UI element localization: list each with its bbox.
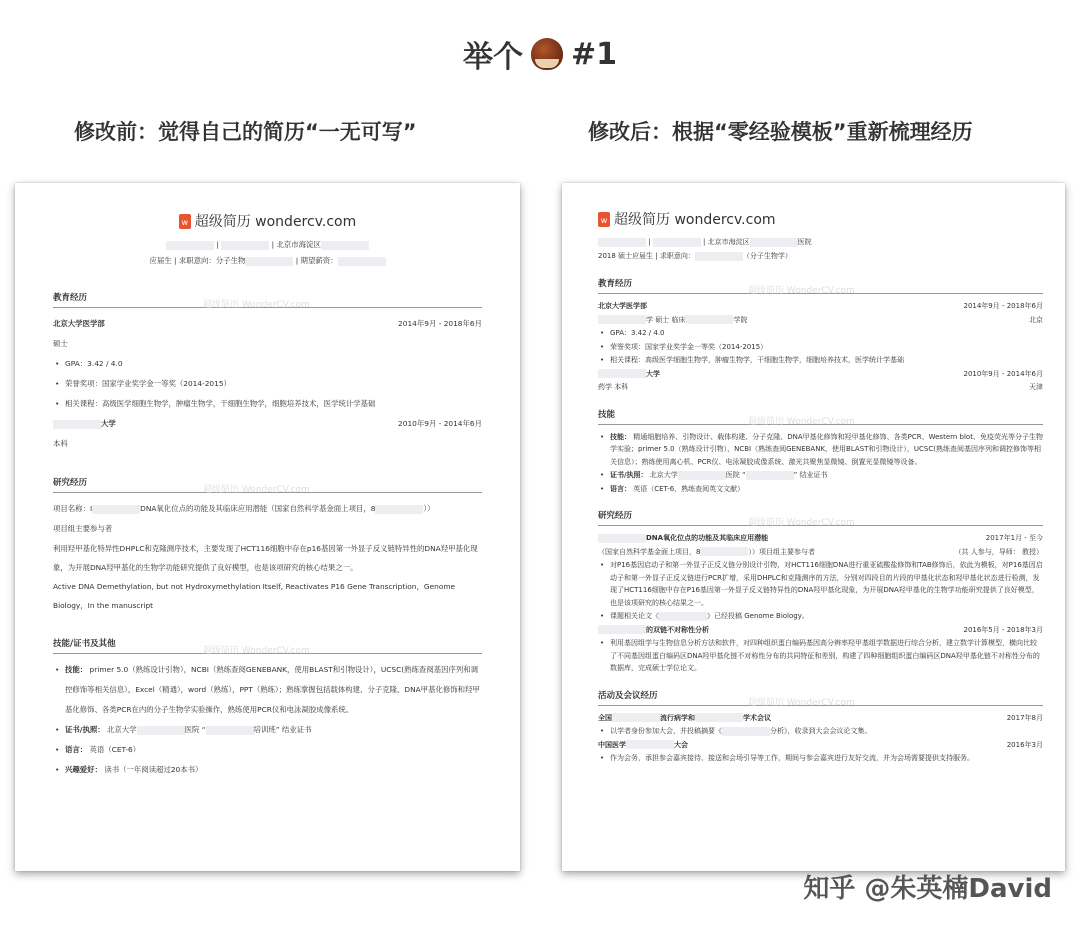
text-segment: |	[214, 240, 222, 249]
section-title	[598, 689, 1043, 706]
watermark: 超级简历 WonderCV.com	[203, 300, 310, 310]
entry-row	[598, 368, 1043, 381]
bullet-item	[598, 341, 1043, 354]
text-segment: 药学 本科	[598, 383, 629, 391]
redacted-block	[750, 238, 798, 247]
bullet-item	[598, 610, 1043, 623]
entry-title	[598, 314, 747, 327]
entry-row	[598, 546, 1043, 559]
text-line	[53, 434, 482, 454]
text-segment: primer 5.0（熟练设计引物），NCBI（熟练查阅GENEBANK，使用BLAST和引物设计），UCSC(熟练查阅基因序列和调控修饰等相关信息），Excel（精通），word（熟练），PPT（熟练）；熟练掌握包括载体构建、分子克隆、DNA甲基化修饰和羟甲基化修饰、各类PCR在内的分子生物学实验操作，熟练使用PCR仪和电泳凝胶成像系统。	[65, 665, 480, 714]
text-segment: 应届生 | 求职意向：分子生物	[149, 256, 246, 265]
redacted-block	[598, 369, 646, 378]
bullet-item	[598, 483, 1043, 496]
entry-title	[598, 532, 768, 545]
resume-section	[53, 637, 482, 780]
redacted-block	[746, 471, 794, 480]
redacted-block	[653, 238, 701, 247]
text-segment: 流行病学和	[660, 713, 695, 722]
section-title	[53, 476, 482, 493]
entry-row	[598, 532, 1043, 545]
text-segment: 荣誉奖项：国家学业奖学金一等奖（2014-2015）	[65, 379, 231, 388]
redacted-block	[598, 534, 646, 543]
header-line	[53, 237, 482, 253]
bullet-label: 证书/执照：	[65, 725, 105, 734]
bullet-item	[598, 559, 1043, 609]
redacted-block	[245, 257, 293, 266]
entry-right: 2017年1月 - 至今	[985, 534, 1043, 542]
entry-right: 2016年5月 - 2018年3月	[963, 625, 1043, 634]
header-line	[53, 253, 482, 269]
entry-title	[598, 300, 647, 313]
entry-row	[598, 739, 1043, 752]
section-title-text: 技能/证书及其他	[53, 639, 116, 649]
bullet-item	[598, 431, 1043, 469]
chestnut-icon	[531, 38, 563, 70]
entry-right: 北京	[1029, 315, 1043, 324]
bullet-item	[598, 469, 1043, 482]
text-line	[53, 334, 482, 354]
bullet-item	[598, 327, 1043, 340]
text-segment: 读书（一年阅读超过20本书）	[101, 765, 203, 774]
text-segment: 医院	[797, 238, 812, 246]
text-segment: ））项目组主要参与者	[748, 547, 815, 556]
text-segment: 分析》，收录到大会会议论文集。	[770, 727, 872, 735]
text-segment: ））	[423, 504, 435, 513]
text-segment: 2018 硕士应届生 | 求职意向：	[598, 252, 695, 260]
resume-section	[598, 689, 1043, 765]
text-segment: | 北京市海淀区	[700, 238, 750, 246]
entry-right: （共 人参与，导师： 教授）	[954, 547, 1043, 556]
section-title	[53, 637, 482, 654]
resume-before	[15, 183, 520, 871]
redacted-block	[678, 471, 726, 480]
redacted-block	[722, 727, 770, 736]
section-title	[53, 291, 482, 308]
bullet-item	[598, 354, 1043, 367]
text-segment: DNA氧化位点的功能及其临床应用潜能	[646, 534, 769, 542]
bullet-item	[598, 725, 1043, 738]
text-segment: 学院	[733, 315, 748, 324]
wondercv-logo-icon: w	[179, 214, 191, 229]
entry-title	[53, 414, 116, 434]
section-title-text: 研究经历	[53, 478, 88, 488]
text-segment: （分子生物学）	[742, 252, 792, 260]
watermark: 超级简历 WonderCV.com	[748, 416, 855, 427]
section-title-text: 技能	[598, 409, 616, 420]
watermark: 超级简历 WonderCV.com	[748, 697, 855, 708]
entry-title	[53, 314, 105, 334]
text-segment: 培训班” 结业证书	[253, 725, 312, 734]
text-segment: 大会	[674, 740, 688, 749]
text-line	[53, 539, 482, 577]
redacted-block	[375, 505, 423, 514]
text-segment: 医院 “	[184, 725, 206, 734]
entry-right: 2017年8月	[1006, 713, 1043, 722]
section-title	[598, 277, 1043, 294]
page-title	[0, 32, 1080, 76]
resume-logo	[598, 209, 1043, 229]
entry-row	[598, 624, 1043, 637]
title-prefix: 举个	[462, 40, 523, 75]
zhihu-watermark: 知乎 @朱英楠David	[803, 874, 1052, 904]
section-title-text: 教育经历	[598, 279, 633, 289]
redacted-block	[166, 241, 214, 250]
redacted-block	[598, 238, 646, 247]
bullet-label: 语言：	[65, 745, 88, 754]
entry-title	[598, 624, 709, 637]
text-segment: 精通细胞培养、引物设计、载体构建、分子克隆、DNA甲基化修饰和羟甲基化修饰、各类PCR、Western blot、免疫荧光等分子生物学实验；primer 5.0（熟练设计引物），NCBI（熟练查阅GENEBANK，使用BLAST和引物设计），UCSC(熟练查阅基因序列和调控修饰等相关信息）；熟练使用离心机、PCR仪、电泳凝胶成像系统、激光共聚焦显微镜、倒置光显微镜等设备。	[610, 432, 1043, 466]
text-segment: 北京大学医学部	[598, 302, 647, 310]
text-segment: 北京大学	[104, 725, 137, 734]
redacted-block	[137, 726, 185, 735]
entry-right: 2014年9月 - 2018年6月	[963, 302, 1043, 310]
text-segment: | 北京市海淀区	[269, 240, 321, 249]
entry-right: 天津	[1029, 383, 1043, 391]
redacted-block	[695, 252, 743, 261]
redacted-block	[206, 726, 254, 735]
text-segment: 学术会议	[743, 713, 771, 722]
text-segment: 项目名称：I	[53, 504, 93, 513]
watermark: 超级简历 WonderCV.com	[203, 646, 310, 656]
text-segment: 英语（CET-6）	[87, 745, 141, 754]
entry-right: 2016年3月	[1006, 740, 1043, 749]
redacted-block	[53, 420, 101, 429]
redacted-block	[626, 740, 674, 749]
before-heading: 修改前：觉得自己的简历“一无可写”	[74, 120, 417, 144]
bullet-item	[53, 720, 482, 740]
text-segment: 作为会务，承担参会嘉宾接待、接送和会场引导等工作，期间与参会嘉宾进行友好交流，并为会场需要提供支持服务。	[610, 754, 974, 762]
resume-section	[53, 476, 482, 615]
text-segment: 利用基因组学与生物信息分析方法和软件，对四种组织蛋白编码基因高分辨率羟甲基组学数据进行综合分析，建立数学计算模型，横向比较了不同基因组蛋白编码区DNA羟甲基化链不对称性分布的共同特征和差别，构建了四种细胞组织蛋白编码区DNA羟甲基化链不对称性分布的数据库，完成硕士学位论文。	[610, 639, 1040, 672]
text-segment: 医院 “	[725, 471, 746, 479]
header-line	[598, 249, 1043, 263]
text-segment: 相关课程：高级医学细胞生物学，肿瘤生物学，干细胞生物学，细胞培养技术，医学统计学基础	[65, 399, 376, 408]
watermark: 超级简历 WonderCV.com	[203, 485, 310, 495]
logo-text: 超级简历 wondercv.com	[194, 214, 357, 230]
text-segment: |	[646, 238, 653, 246]
text-line	[53, 519, 482, 539]
entry-title	[598, 712, 771, 725]
entry-row	[53, 314, 482, 334]
entry-row	[598, 381, 1043, 394]
bullet-item	[53, 760, 482, 780]
resume-after	[562, 183, 1065, 871]
entry-title	[598, 381, 628, 394]
bullet-item	[598, 752, 1043, 765]
text-segment: GPA：3.42 / 4.0	[610, 329, 665, 337]
section-title	[598, 509, 1043, 526]
text-segment: 利用羟甲基化特异性DHPLC和克隆测序技术，主要发现了HCT116细胞中存在p16基因第一外显子反义链特异性的DNA羟甲基化现象，为开展DNA羟甲基化的生物学功能研究提供了良好模型，也是该项研究的核心结果之一。	[53, 544, 478, 572]
text-segment: 学 硕士 临床	[646, 315, 686, 324]
entry-title	[598, 739, 688, 752]
text-segment: GPA：3.42 / 4.0	[65, 359, 123, 368]
redacted-block	[612, 713, 660, 722]
redacted-block	[221, 241, 269, 250]
resume-section	[598, 277, 1043, 394]
entry-title	[598, 546, 815, 559]
entry-row	[53, 414, 482, 434]
text-segment: 课题相关论文《	[610, 612, 659, 620]
resume-section	[598, 509, 1043, 675]
entry-right: 2010年9月 - 2014年6月	[963, 369, 1043, 378]
text-line	[53, 577, 482, 615]
section-title-text: 研究经历	[598, 511, 633, 521]
title-suffix: #1	[570, 36, 617, 72]
bullet-label: 兴趣爱好：	[65, 765, 102, 774]
wondercv-logo-icon: w	[598, 212, 610, 227]
text-segment: ” 结业证书	[793, 471, 828, 479]
redacted-block	[700, 547, 748, 556]
text-segment: Active DNA Demethylation, but not Hydroxymethylation Itself, Reactivates P16 Gene Transcription，Genome Biology，In the manuscript	[53, 582, 456, 610]
text-segment: 相关课程：高级医学细胞生物学，肿瘤生物学，干细胞生物学，细胞培养技术，医学统计学基础	[610, 356, 904, 364]
text-segment: 北京大学医学部	[53, 319, 105, 328]
section-title-text: 活动及会议经历	[598, 690, 658, 701]
text-segment: 大学	[101, 419, 116, 428]
logo-text: 超级简历 wondercv.com	[614, 212, 776, 228]
bullet-item	[53, 354, 482, 374]
resume-section	[53, 291, 482, 454]
watermark: 超级简历 WonderCV.com	[748, 286, 855, 296]
text-segment: 大学	[646, 369, 660, 378]
text-segment: 》已经投稿 Genome Biology。	[707, 612, 809, 620]
entry-right: 2014年9月 - 2018年6月	[398, 319, 482, 328]
bullet-label: 技能：	[610, 432, 631, 441]
watermark: 超级简历 WonderCV.com	[748, 518, 855, 528]
bullet-item	[53, 374, 482, 394]
redacted-block	[92, 505, 140, 514]
text-segment: 全国	[598, 713, 612, 722]
resume-logo	[53, 211, 482, 231]
redacted-block	[659, 612, 707, 621]
after-heading: 修改后：根据“零经验模板”重新梳理经历	[588, 120, 973, 144]
text-segment: 硕士	[53, 339, 68, 348]
section-title	[598, 408, 1043, 425]
text-segment: 以学者身份参加大会，并投稿摘要《	[610, 727, 722, 735]
redacted-block	[685, 315, 733, 324]
resume-section	[598, 408, 1043, 496]
entry-row	[598, 712, 1043, 725]
redacted-block	[598, 315, 646, 324]
text-segment: | 期望薪资：	[293, 256, 338, 265]
redacted-block	[338, 257, 386, 266]
redacted-block	[598, 625, 646, 634]
text-segment: 荣誉奖项：国家学业奖学金一等奖（2014-2015）	[610, 342, 768, 351]
redacted-block	[695, 713, 743, 722]
text-segment: 中国医学	[598, 740, 626, 749]
entry-right: 2010年9月 - 2014年6月	[398, 419, 482, 428]
section-title-text: 教育经历	[53, 293, 88, 303]
bullet-item	[53, 660, 482, 720]
bullet-label: 证书/执照：	[610, 471, 648, 479]
entry-title	[598, 368, 660, 381]
bullet-label: 技能：	[65, 665, 88, 674]
redacted-block	[321, 241, 369, 250]
bullet-item	[53, 394, 482, 414]
text-segment: 对P16基因启动子和第一外显子正反义链分别设计引物，对HCT116细胞DNA进行重亚硫酸盐修饰和TAB修饰后，依此为模板，对P16基因启动子和第一外显子正反义链进行PCR扩增，采用DHPLC和克隆测序的方法，分别对四段目的片段的甲基化状态和羟甲基化状态进行检测，发现了HCT116细胞中存在P16基因第一外显子反义链特异性的DNA羟甲基化现象，为开展DNA羟甲基化的生物学功能研究提供了良好模型，也是该项研究的核心结果之一。	[610, 561, 1043, 607]
bullet-label: 语言：	[610, 484, 631, 493]
bullet-item	[598, 637, 1043, 675]
text-segment: 本科	[53, 439, 68, 448]
entry-row	[598, 314, 1043, 327]
text-segment: 的双链不对称性分析	[646, 625, 709, 634]
entry-row	[598, 300, 1043, 313]
text-segment: 英语（CET-6，熟练查阅英文文献）	[631, 484, 745, 493]
text-segment: 北京大学	[647, 471, 678, 479]
text-line	[53, 499, 482, 519]
bullet-item	[53, 740, 482, 760]
text-segment: （国家自然科学基金面上项目，8	[598, 547, 701, 556]
header-line	[598, 235, 1043, 249]
text-segment: 项目组主要参与者	[53, 524, 113, 533]
text-segment: DNA氧化位点的功能及其临床应用潜能（国家自然科学基金面上项目，8	[140, 504, 376, 513]
